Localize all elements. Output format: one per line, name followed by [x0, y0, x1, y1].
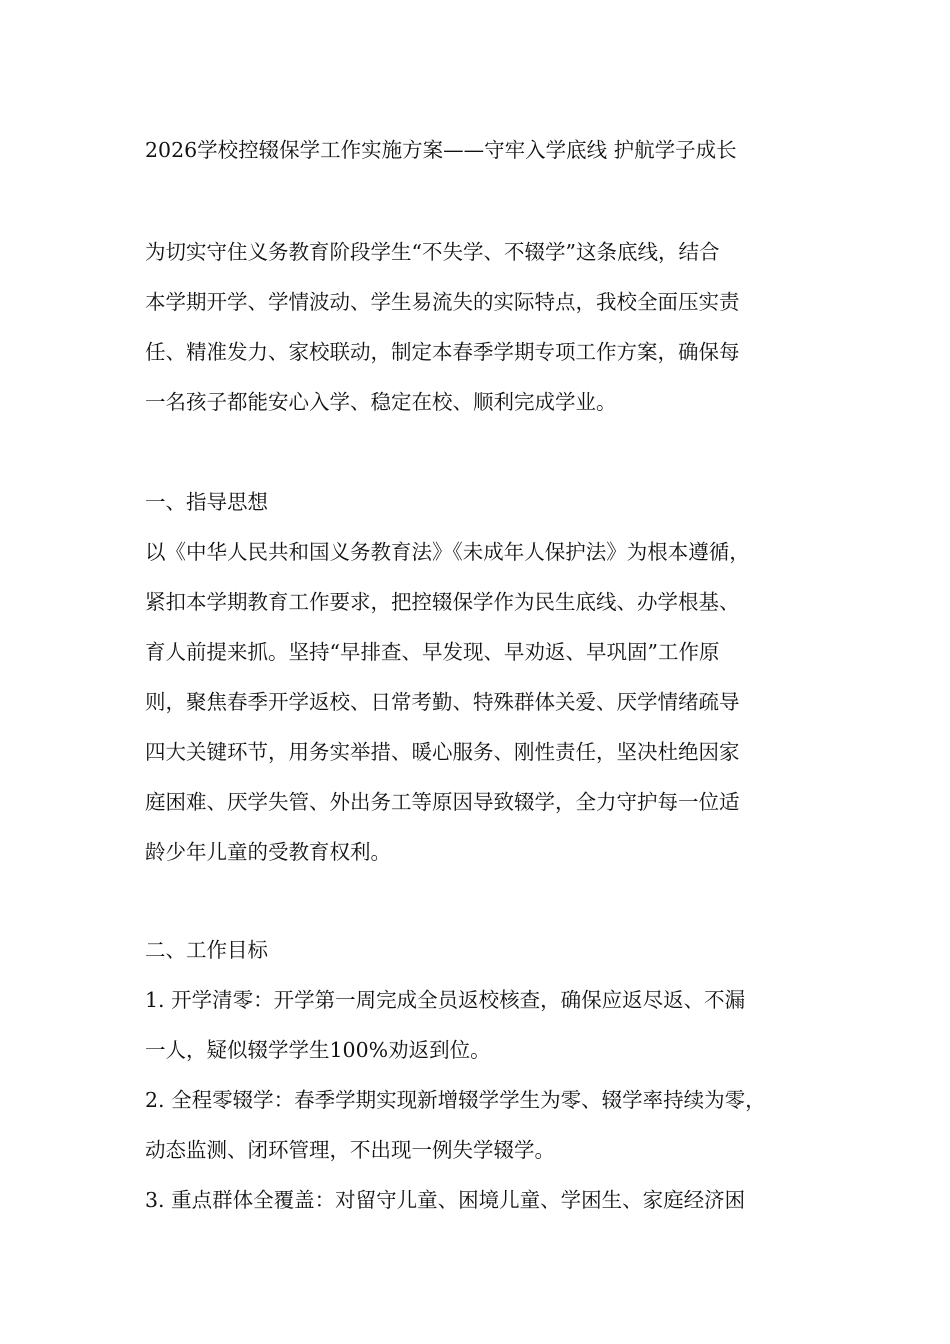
section2-heading: 二、工作目标 — [145, 938, 268, 962]
section1-line-2: 紧扣本学期教育工作要求，把控辍保学作为民生底线、办学根基、 — [145, 590, 740, 614]
document-title: 2026学校控辍保学工作实施方案——守牢入学底线 护航学子成长 — [145, 138, 737, 162]
intro-line-2: 本学期开学、学情波动、学生易流失的实际特点，我校全面压实责 — [145, 290, 740, 314]
section2-line-5: 3. 重点群体全覆盖：对留守儿童、困境儿童、学困生、家庭经济困 — [145, 1188, 746, 1212]
section2-line-4: 动态监测、闭环管理，不出现一例失学辍学。 — [145, 1138, 555, 1162]
intro-line-3: 任、精准发力、家校联动，制定本春季学期专项工作方案，确保每 — [145, 340, 740, 364]
section1-line-3: 育人前提来抓。坚持“早排查、早发现、早劝返、早巩固”工作原 — [145, 640, 720, 664]
section1-line-4: 则，聚焦春季开学返校、日常考勤、特殊群体关爱、厌学情绪疏导 — [145, 690, 740, 714]
intro-line-1: 为切实守住义务教育阶段学生“不失学、不辍学”这条底线，结合 — [145, 240, 720, 264]
section1-heading: 一、指导思想 — [145, 490, 268, 514]
section2-line-3: 2. 全程零辍学：春季学期实现新增辍学学生为零、辍学率持续为零， — [145, 1088, 766, 1112]
section1-line-6: 庭困难、厌学失管、外出务工等原因导致辍学，全力守护每一位适 — [145, 790, 740, 814]
section2-line-2: 一人，疑似辍学学生100%劝返到位。 — [145, 1038, 491, 1062]
section2-line-1: 1. 开学清零：开学第一周完成全员返校核查，确保应返尽返、不漏 — [145, 988, 746, 1012]
section1-line-5: 四大关键环节，用务实举措、暖心服务、刚性责任，坚决杜绝因家 — [145, 740, 740, 764]
section1-line-1: 以《中华人民共和国义务教育法》《未成年人保护法》为根本遵循， — [145, 540, 750, 564]
section1-line-7: 龄少年儿童的受教育权利。 — [145, 840, 391, 864]
intro-line-4: 一名孩子都能安心入学、稳定在校、顺利完成学业。 — [145, 390, 617, 414]
